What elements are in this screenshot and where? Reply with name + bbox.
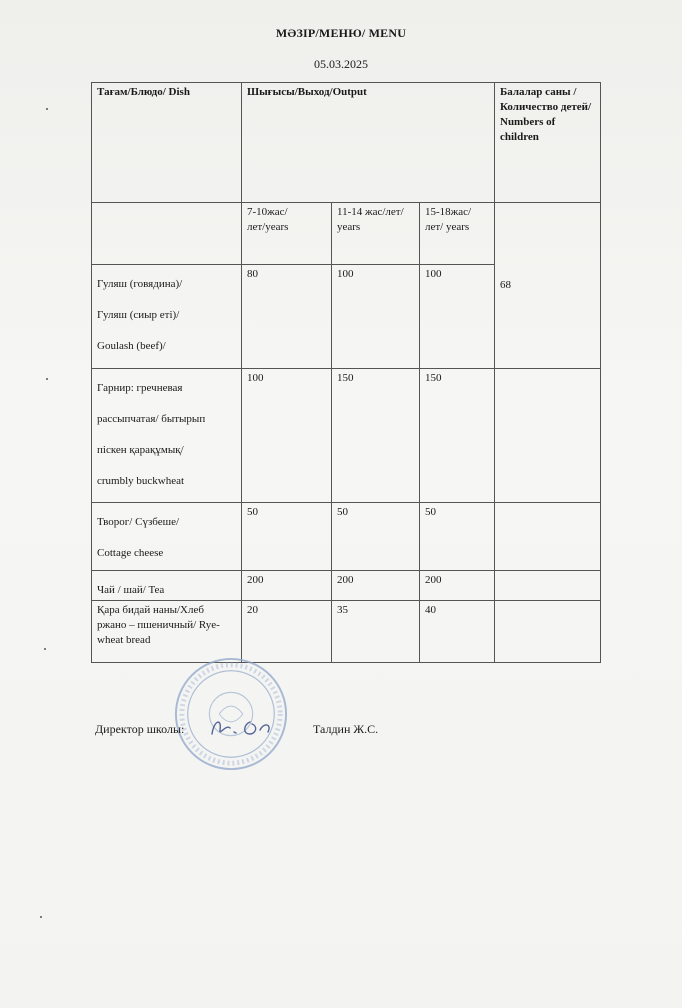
empty-cell [495,601,601,663]
empty-cell [495,503,601,571]
dish-line: Cottage cheese [97,546,164,559]
table-header-row [92,83,601,203]
age-group-11-14: 11-14 жас/лет/ years [332,203,420,265]
scan-speck [46,378,48,380]
scan-speck [40,916,42,918]
dish-cell: Чай / шай/ Tea [92,571,242,601]
dish-cell [92,503,242,571]
dish-line: crumbly buckwheat [97,474,185,487]
table-row [92,571,601,601]
dish-line: Goulash (beef)/ [97,339,166,352]
value-cell: 200 [420,571,495,601]
table-row [92,369,601,503]
dish-line: Гарнир: гречневая [97,382,183,394]
scan-speck [44,648,46,650]
value-cell: 200 [242,571,332,601]
value-cell: 80 [242,265,332,369]
scan-speck [46,108,48,110]
empty-cell [495,369,601,503]
value-cell: 200 [332,571,420,601]
value-cell: 150 [332,369,420,503]
age-group-7-10: 7-10жас/лет/years [242,203,332,265]
value-cell: 35 [332,601,420,663]
dish-cell: Қара бидай наны/Хлеб ржано – пшеничный/ Rye-wheat bread [92,601,242,663]
dish-line: рассыпчатая/ бытырып [97,412,206,425]
children-count: 68 [495,203,601,369]
dish-cell [92,369,242,503]
director-name: Талдин Ж.С. [313,722,379,736]
value-cell: 50 [242,503,332,571]
dish-line: піскен қарақұмық/ [97,443,184,456]
dish-line: Творог/ Сүзбеше/ [97,516,180,528]
empty-cell [495,571,601,601]
value-cell: 100 [420,265,495,369]
header-output: Шығысы/Выход/Output [242,83,495,203]
value-cell: 50 [332,503,420,571]
value-cell: 50 [420,503,495,571]
age-group-row [92,203,601,265]
value-cell: 100 [242,369,332,503]
page-title: МӘЗІР/МЕНЮ/ MENU [275,26,407,40]
director-signature [200,712,300,742]
header-children: Балалар саны /Количество детей/ Numbers of children [495,83,601,203]
value-cell: 150 [420,369,495,503]
value-cell: 100 [332,265,420,369]
signature-line [95,722,379,737]
age-group-empty-cell [92,203,242,265]
value-cell: 40 [420,601,495,663]
director-label: Директор школы: [95,722,185,736]
menu-table [91,82,601,663]
dish-cell [92,265,242,369]
value-cell: 20 [242,601,332,663]
dish-line: Гуляш (говядина)/ [97,278,183,290]
header-dish: Тағам/Блюдо/ Dish [92,83,242,203]
table-row [92,601,601,663]
table-row [92,503,601,571]
menu-date: 05.03.2025 [314,57,368,71]
dish-line: Гуляш (сиыр еті)/ [97,308,180,321]
age-group-15-18: 15-18жас/лет/ years [420,203,495,265]
